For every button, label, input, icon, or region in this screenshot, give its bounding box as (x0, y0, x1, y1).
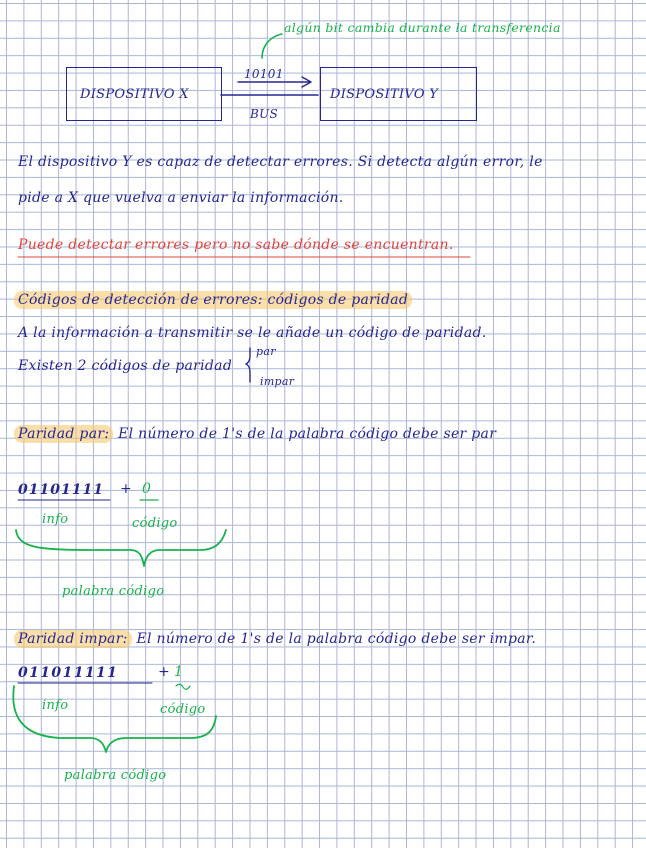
parity-brace (246, 348, 250, 382)
even-brace (16, 530, 226, 566)
odd-plus: + (158, 664, 171, 680)
section-heading: Códigos de detección de errores: códigos de paridad (14, 291, 412, 309)
paragraph-line-2: pide a X que vuelva a enviar la información. (18, 190, 344, 206)
annotation-curve (262, 34, 282, 58)
even-plus: + (120, 481, 133, 497)
even-word-label: palabra código (62, 584, 165, 599)
odd-brace (13, 686, 216, 752)
option-impar: impar (260, 375, 295, 388)
section-line-2: Existen 2 códigos de paridad (18, 358, 233, 374)
section-line-1: A la información a transmitir se le añade un código de paridad. (18, 325, 487, 341)
even-parity-label: Paridad par: (14, 425, 113, 443)
even-info-label: info (42, 512, 69, 527)
even-code-label: código (132, 516, 178, 531)
device-y-label: DISPOSITIVO Y (330, 87, 439, 102)
even-info-bits: 01101111 (18, 482, 104, 498)
limitation-note: Puede detectar errores pero no sabe dónde se encuentran. (18, 237, 454, 253)
bus-label: BUS (250, 107, 279, 121)
bits-label: 10101 (244, 67, 284, 81)
odd-parity-text: El número de 1's de la palabra código debe ser impar. (136, 631, 537, 647)
odd-info-label: info (42, 698, 69, 713)
odd-code-label: código (160, 702, 206, 717)
odd-parity-label: Paridad impar: (14, 630, 132, 648)
paragraph-line-1: El dispositivo Y es capaz de detectar errores. Si detecta algún error, le (18, 154, 543, 170)
transfer-annotation: algún bit cambia durante la transferencia (284, 20, 561, 35)
odd-info-bits: 011011111 (18, 665, 119, 681)
odd-code-bit: 1 (174, 664, 184, 680)
odd-code-squiggle (176, 684, 190, 689)
device-x-label: DISPOSITIVO X (80, 87, 189, 102)
even-parity-text: El número de 1's de la palabra código debe ser par (118, 426, 497, 442)
option-par: par (256, 345, 276, 358)
even-code-bit: 0 (142, 481, 152, 497)
odd-word-label: palabra código (64, 768, 167, 783)
